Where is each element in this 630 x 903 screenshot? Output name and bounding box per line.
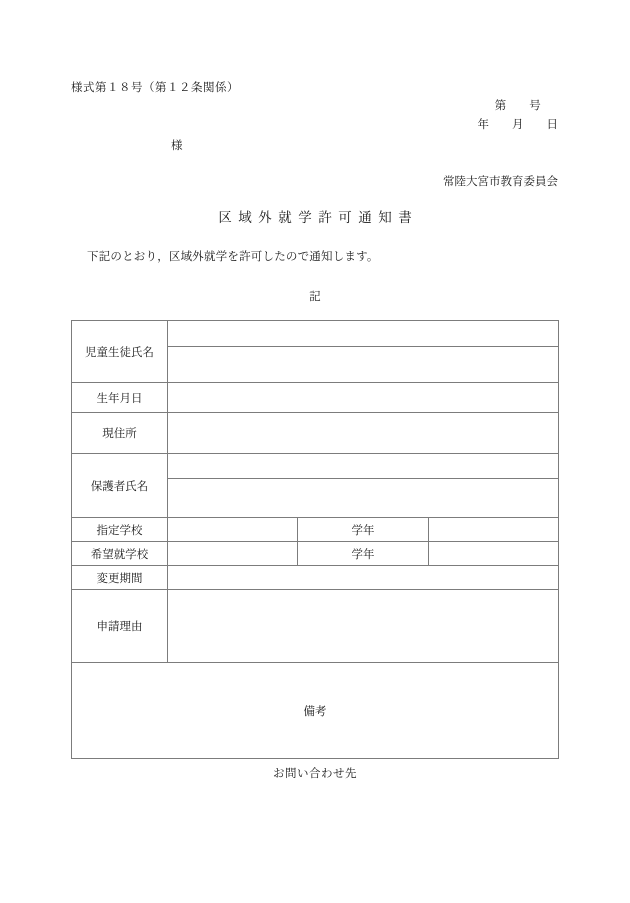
table-row [72,663,559,759]
form-number: 様式第１８号（第１２条関係） [71,82,239,94]
field-requested-school[interactable] [168,542,298,566]
field-requested-grade[interactable] [428,542,558,566]
field-remarks[interactable] [72,663,559,759]
field-current-address[interactable] [168,413,559,454]
table-row [72,518,559,542]
table-row [72,542,559,566]
row-label-student-name: 児童生徒氏名 [72,321,168,383]
table-row [72,590,559,663]
row-label-change-period: 変更期間 [72,566,168,590]
table-row [72,566,559,590]
document-date-line: 年 月 日 [477,119,558,131]
row-label-current-address: 現住所 [72,413,168,454]
lead-sentence: 下記のとおり，区域外就学を許可したので通知します。 [87,251,379,263]
table-row [72,383,559,413]
field-change-period[interactable] [168,566,559,590]
table-row [72,454,559,479]
field-application-reason[interactable] [168,590,559,663]
ki-mark: 記 [309,291,321,303]
row-label-designated-grade: 学年 [298,518,428,542]
field-guardian-name[interactable] [168,479,559,518]
addressee-honorific: 様 [171,140,183,152]
contact-label: お問い合わせ先 [273,768,357,780]
field-guardian-name-furigana[interactable] [168,454,559,479]
field-designated-school[interactable] [168,518,298,542]
row-label-birthdate: 生年月日 [72,383,168,413]
page-title: 区域外就学許可通知書 [218,210,419,225]
row-label-remarks: 備考 [303,705,327,718]
row-label-designated-school: 指定学校 [72,518,168,542]
field-student-name[interactable] [168,347,559,383]
row-label-application-reason: 申請理由 [72,590,168,663]
document-number-line: 第 号 [494,100,541,112]
row-label-requested-grade: 学年 [298,542,428,566]
issuer-name: 常陸大宮市教育委員会 [443,176,558,188]
document-meta-block [478,97,559,135]
table-row [72,321,559,347]
application-form-table [71,320,559,759]
table-row [72,413,559,454]
field-student-name-furigana[interactable] [168,321,559,347]
field-birthdate[interactable] [168,383,559,413]
row-label-guardian-name: 保護者氏名 [72,454,168,518]
row-label-requested-school: 希望就学校 [72,542,168,566]
field-designated-grade[interactable] [428,518,558,542]
